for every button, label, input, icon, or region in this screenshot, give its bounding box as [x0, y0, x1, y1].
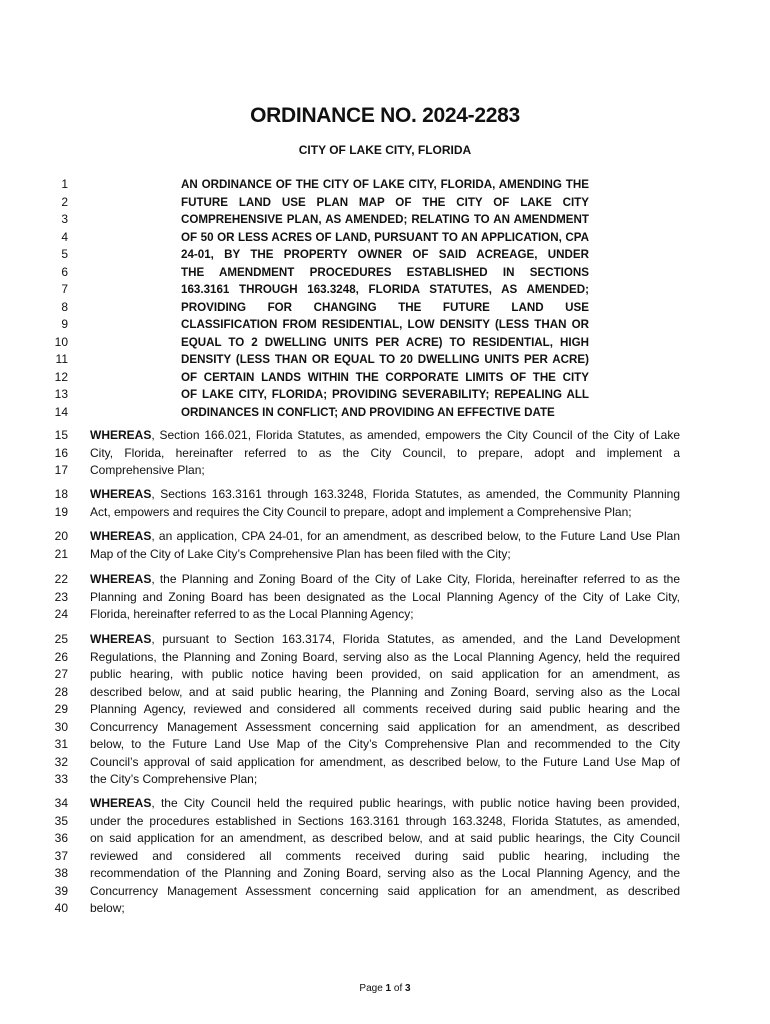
paragraph-text: described below, and at said public hearing, the Planning and Zoning Board, serving also as the Local	[90, 684, 680, 699]
paragraph-line	[90, 754, 680, 772]
caption-line: DENSITY (LESS THAN OR EQUAL TO 20 DWELLING UNITS PER ACRE)	[181, 353, 589, 366]
paragraph-text: Concurrency Management Assessment concerning said application for an amendment, as described	[90, 719, 680, 734]
line-number: 11	[55, 352, 68, 366]
paragraph-line	[90, 848, 680, 866]
line-number: 17	[54, 463, 68, 477]
paragraph-text: below;	[90, 901, 125, 915]
paragraph-line	[90, 589, 680, 607]
paragraph-line	[90, 701, 680, 719]
whereas-paragraph	[90, 486, 680, 521]
paragraph-text: Planning and Zoning Board has been designated as the Local Planning Agency of the City of Lake City,	[90, 589, 680, 604]
paragraph-text: reviewed and considered all comments received during said public hearing, including the	[90, 848, 680, 863]
paragraph-line	[90, 719, 680, 737]
line-number: 34	[54, 796, 68, 810]
line-number: 37	[54, 848, 68, 863]
paragraph-line	[90, 571, 680, 589]
footer-prefix: Page	[359, 983, 386, 994]
caption-line: 24-01, BY THE PROPERTY OWNER OF SAID ACREAGE, UNDER	[181, 248, 589, 261]
paragraph-line	[90, 546, 680, 564]
line-number: 24	[54, 607, 68, 621]
paragraph-line	[90, 900, 680, 918]
footer-middle: of	[391, 983, 406, 994]
paragraph-line	[90, 830, 680, 848]
paragraph-text: Concurrency Management Assessment concerning said application for an amendment, as described	[90, 883, 680, 898]
caption-line: OF LAKE CITY, FLORIDA; PROVIDING SEVERABILITY; REPEALING ALL	[181, 388, 589, 401]
caption-line: PROVIDING FOR CHANGING THE FUTURE LAND USE	[181, 300, 589, 314]
paragraph-text: Council’s approval of said application for amendment, as described below, to the Future Land Use Map of	[90, 754, 680, 769]
paragraph-line	[90, 631, 680, 649]
line-number: 9	[61, 317, 68, 331]
line-number: 35	[54, 813, 68, 828]
caption-line: OF 50 OR LESS ACRES OF LAND, PURSUANT TO AN APPLICATION, CPA	[181, 230, 589, 244]
caption-line: FUTURE LAND USE PLAN MAP OF THE CITY OF LAKE CITY	[181, 195, 589, 209]
line-number: 26	[54, 649, 68, 664]
paragraph-line	[90, 736, 680, 754]
paragraph-line	[90, 865, 680, 883]
footer-current-page: 1	[385, 983, 392, 994]
caption-line: 163.3161 THROUGH 163.3248, FLORIDA STATUTES, AS AMENDED;	[181, 283, 589, 296]
caption-line: OF CERTAIN LANDS WITHIN THE CORPORATE LIMITS OF THE CITY	[181, 370, 589, 384]
line-number: 27	[54, 667, 68, 681]
whereas-keyword: WHEREAS	[90, 487, 152, 501]
line-number: 40	[54, 901, 68, 915]
paragraph-text: Map of the City of Lake City’s Comprehensive Plan has been filed with the City;	[90, 546, 511, 561]
line-number: 23	[54, 589, 68, 604]
paragraph-text: public hearing, with public notice having been provided, on said application for an amendment, as	[90, 667, 680, 681]
line-number: 29	[54, 702, 68, 716]
line-number: 1	[61, 177, 68, 191]
paragraph-text: , the Planning and Zoning Board of the City of Lake City, Florida, hereinafter referred to as the	[151, 572, 680, 586]
line-number: 13	[54, 387, 68, 401]
line-number: 15	[54, 428, 68, 442]
paragraph-line	[90, 883, 680, 901]
paragraph-text: , an application, CPA 24-01, for an amendment, as described below, to the Future Land Use Plan	[151, 529, 680, 543]
whereas-keyword: WHEREAS	[90, 572, 152, 586]
page-footer	[0, 983, 770, 994]
line-number: 28	[54, 684, 68, 699]
line-number: 38	[54, 866, 68, 880]
line-number: 18	[54, 487, 68, 501]
paragraph-text: Florida, hereinafter referred to as the Local Planning Agency;	[90, 607, 414, 621]
line-number: 20	[54, 529, 68, 543]
whereas-paragraph	[90, 795, 680, 918]
whereas-paragraph	[90, 528, 680, 563]
line-number: 36	[54, 831, 68, 845]
line-number: 6	[61, 264, 68, 279]
paragraph-text: , Sections 163.3161 through 163.3248, Florida Statutes, as amended, the Community Planning	[151, 487, 680, 501]
ordinance-caption	[181, 176, 589, 421]
paragraph-line	[90, 666, 680, 684]
line-number: 4	[61, 229, 68, 244]
paragraph-text: City, Florida, hereinafter referred to as the City Council, to prepare, adopt and implement a	[90, 445, 680, 460]
paragraph-text: Planning Agency, reviewed and considered all comments received during said public hearing and the	[90, 702, 680, 716]
page-title: ORDINANCE NO. 2024-2283	[250, 104, 520, 127]
caption-line: AN ORDINANCE OF THE CITY OF LAKE CITY, FLORIDA, AMENDING THE	[181, 178, 589, 191]
line-number: 14	[54, 404, 68, 419]
paragraph-line	[90, 684, 680, 702]
paragraph-text: below, to the Future Land Use Map of the City’s Comprehensive Plan and recommended to the City	[90, 737, 680, 751]
whereas-keyword: WHEREAS	[90, 632, 152, 646]
whereas-keyword: WHEREAS	[90, 529, 152, 543]
paragraph-line	[90, 813, 680, 831]
paragraph-text: Act, empowers and requires the City Council to prepare, adopt and implement a Comprehensive Plan;	[90, 504, 632, 519]
paragraph-line	[90, 462, 680, 480]
line-number: 10	[54, 334, 68, 349]
line-number: 7	[61, 282, 68, 296]
line-number: 25	[54, 632, 68, 646]
line-number: 16	[54, 445, 68, 460]
paragraph-line	[90, 771, 680, 789]
line-number: 19	[54, 504, 68, 519]
paragraph-line	[90, 795, 680, 813]
line-number: 21	[54, 546, 68, 561]
line-number: 33	[54, 772, 68, 786]
line-number: 5	[61, 247, 68, 261]
caption-line: THE AMENDMENT PROCEDURES ESTABLISHED IN SECTIONS	[181, 265, 589, 279]
caption-line: ORDINANCES IN CONFLICT; AND PROVIDING AN EFFECTIVE DATE	[181, 405, 555, 419]
paragraph-text: recommendation of the Planning and Zoning Board, serving also as the Local Planning Agency, and the	[90, 866, 680, 880]
line-number: 31	[54, 737, 68, 751]
paragraph-text: under the procedures established in Sections 163.3161 through 163.3248, Florida Statutes, as amended,	[90, 813, 680, 828]
page-subtitle: CITY OF LAKE CITY, FLORIDA	[298, 143, 472, 157]
line-number: 30	[54, 719, 68, 734]
whereas-paragraph	[90, 427, 680, 480]
paragraph-text: the City’s Comprehensive Plan;	[90, 772, 258, 786]
whereas-keyword: WHEREAS	[90, 428, 152, 442]
line-number: 3	[61, 212, 68, 226]
paragraph-text: Comprehensive Plan;	[90, 463, 205, 477]
paragraph-line	[90, 528, 680, 546]
line-number: 39	[54, 883, 68, 898]
line-number: 32	[54, 754, 68, 769]
line-number: 8	[61, 299, 68, 314]
paragraph-text: , Section 166.021, Florida Statutes, as amended, empowers the City Council of the City of Lake	[151, 428, 680, 442]
whereas-paragraph	[90, 571, 680, 624]
line-number: 22	[54, 572, 68, 586]
paragraph-line	[90, 649, 680, 667]
paragraph-text: Regulations, the Planning and Zoning Board, serving also as the Local Planning Agency, held the required	[90, 649, 680, 664]
paragraph-text: on said application for an amendment, as described below, and at said public hearings, the City Council	[90, 831, 680, 845]
whereas-keyword: WHEREAS	[90, 796, 152, 810]
whereas-paragraph	[90, 631, 680, 789]
paragraph-line	[90, 504, 680, 522]
line-number: 2	[61, 194, 68, 209]
paragraph-line	[90, 445, 680, 463]
paragraph-line	[90, 606, 680, 624]
paragraph-line	[90, 427, 680, 445]
caption-line: COMPREHENSIVE PLAN, AS AMENDED; RELATING TO AN AMENDMENT	[181, 213, 589, 226]
paragraph-text: , pursuant to Section 163.3174, Florida Statutes, as amended, and the Land Development	[151, 632, 680, 646]
line-number: 12	[54, 369, 68, 384]
footer-total-pages: 3	[405, 983, 411, 994]
caption-line: EQUAL TO 2 DWELLING UNITS PER ACRE) TO RESIDENTIAL, HIGH	[181, 335, 589, 349]
caption-line: CLASSIFICATION FROM RESIDENTIAL, LOW DENSITY (LESS THAN OR	[181, 318, 589, 331]
paragraph-text: , the City Council held the required public hearings, with public notice having been provided,	[151, 796, 680, 810]
paragraph-line	[90, 486, 680, 504]
